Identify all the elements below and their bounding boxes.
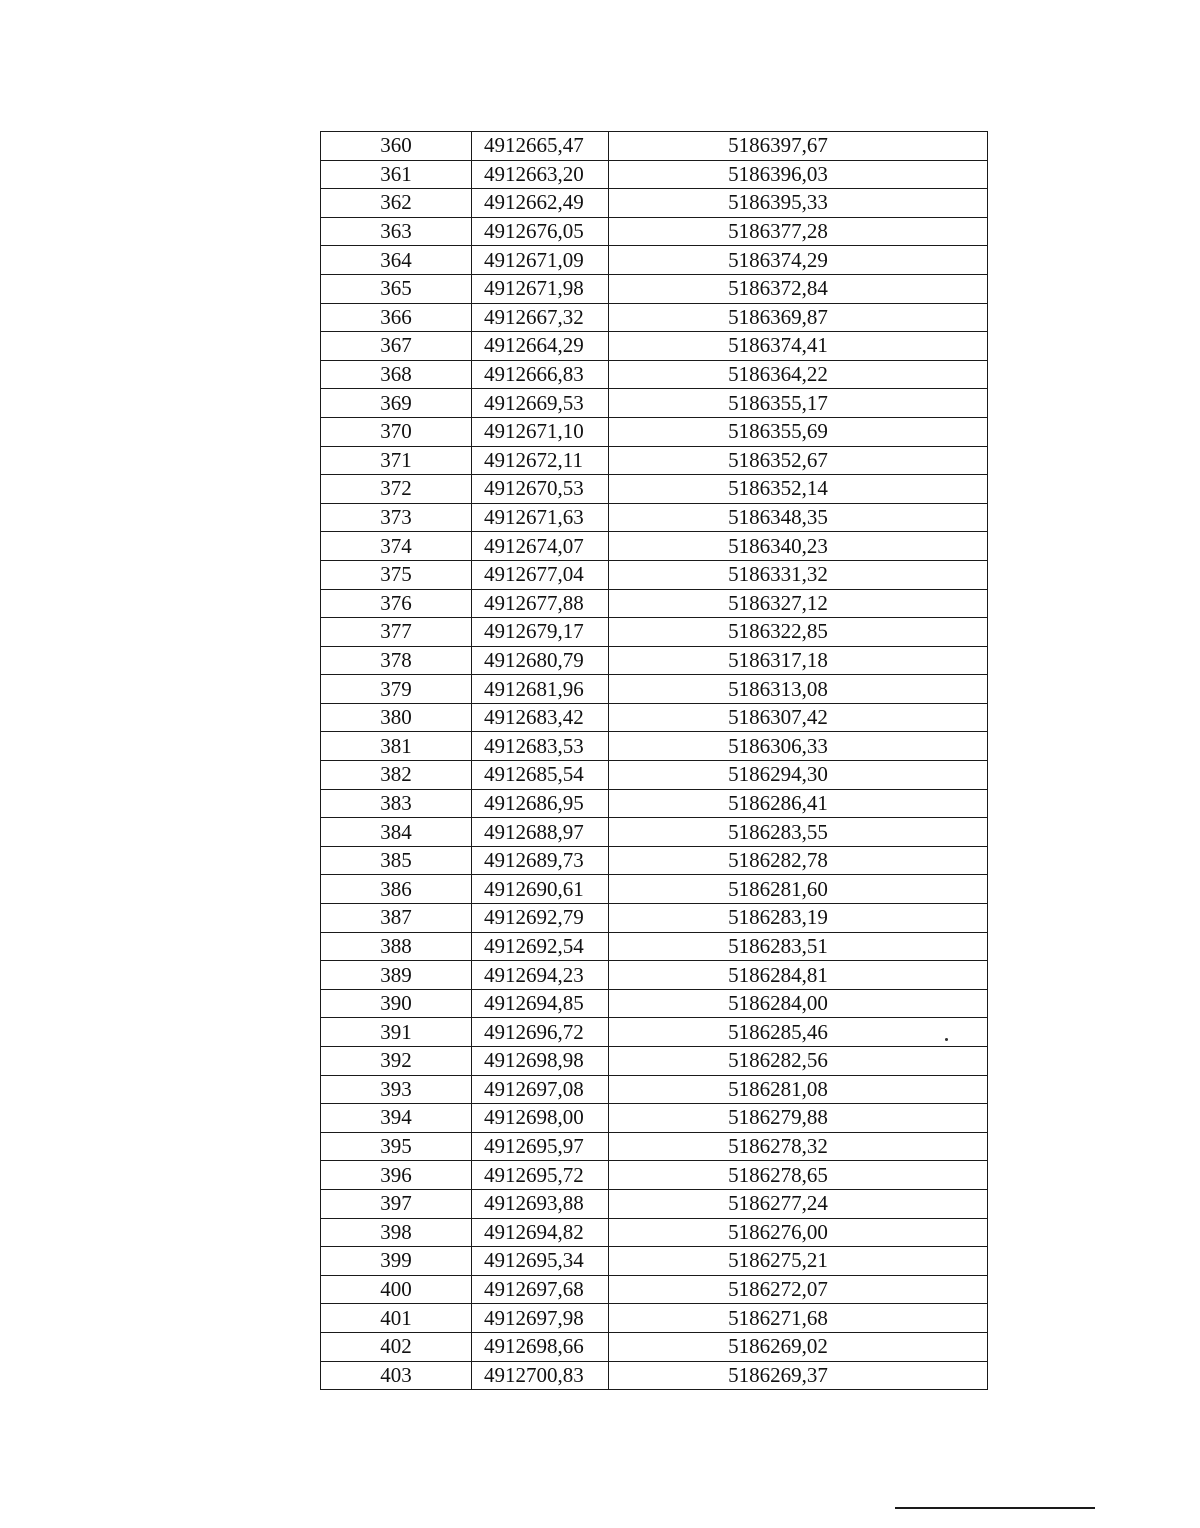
y-coordinate-cell <box>609 503 988 532</box>
y-coordinate-value: 5186377,28 <box>728 219 828 244</box>
table-row <box>321 274 988 303</box>
x-coordinate-cell: 4912669,53 <box>472 389 609 418</box>
y-coordinate-value: 5186286,41 <box>728 790 828 815</box>
table-row <box>321 846 988 875</box>
table-row <box>321 389 988 418</box>
y-coordinate-value: 5186372,84 <box>728 276 828 301</box>
y-coordinate-cell <box>609 560 988 589</box>
point-number-cell: 379 <box>321 675 472 704</box>
point-number-cell: 373 <box>321 503 472 532</box>
table-row <box>321 589 988 618</box>
y-coordinate-value: 5186276,00 <box>728 1219 828 1244</box>
x-coordinate-cell: 4912692,79 <box>472 904 609 933</box>
y-coordinate-cell <box>609 989 988 1018</box>
x-coordinate-cell: 4912694,85 <box>472 989 609 1018</box>
x-coordinate-cell: 4912697,08 <box>472 1075 609 1104</box>
y-coordinate-value: 5186374,29 <box>728 247 828 272</box>
point-number-cell: 388 <box>321 932 472 961</box>
y-coordinate-cell <box>609 446 988 475</box>
x-coordinate-cell: 4912685,54 <box>472 761 609 790</box>
y-coordinate-cell <box>609 1247 988 1276</box>
y-coordinate-cell <box>609 1047 988 1076</box>
table-row <box>321 132 988 161</box>
x-coordinate-cell: 4912666,83 <box>472 360 609 389</box>
table-row <box>321 732 988 761</box>
coordinates-table <box>320 131 988 1390</box>
x-coordinate-cell: 4912697,68 <box>472 1275 609 1304</box>
x-coordinate-cell: 4912697,98 <box>472 1304 609 1333</box>
point-number-cell: 386 <box>321 875 472 904</box>
table-row <box>321 532 988 561</box>
x-coordinate-cell: 4912671,09 <box>472 246 609 275</box>
y-coordinate-value: 5186269,37 <box>728 1362 828 1387</box>
y-coordinate-cell <box>609 475 988 504</box>
y-coordinate-value: 5186317,18 <box>728 647 828 672</box>
x-coordinate-cell: 4912662,49 <box>472 189 609 218</box>
x-coordinate-cell: 4912664,29 <box>472 332 609 361</box>
point-number-cell: 396 <box>321 1161 472 1190</box>
table-row <box>321 1132 988 1161</box>
x-coordinate-cell: 4912690,61 <box>472 875 609 904</box>
y-coordinate-cell <box>609 961 988 990</box>
y-coordinate-value: 5186369,87 <box>728 304 828 329</box>
y-coordinate-cell <box>609 589 988 618</box>
table-row <box>321 160 988 189</box>
scan-speck <box>945 1038 948 1041</box>
y-coordinate-value: 5186281,60 <box>728 876 828 901</box>
y-coordinate-value: 5186281,08 <box>728 1076 828 1101</box>
y-coordinate-value: 5186283,55 <box>728 819 828 844</box>
point-number-cell: 394 <box>321 1104 472 1133</box>
y-coordinate-value: 5186313,08 <box>728 676 828 701</box>
y-coordinate-cell <box>609 1361 988 1390</box>
x-coordinate-cell: 4912677,88 <box>472 589 609 618</box>
point-number-cell: 378 <box>321 646 472 675</box>
y-coordinate-value: 5186284,00 <box>728 991 828 1016</box>
table-row <box>321 217 988 246</box>
y-coordinate-value: 5186331,32 <box>728 562 828 587</box>
y-coordinate-value: 5186275,21 <box>728 1248 828 1273</box>
table-row <box>321 789 988 818</box>
y-coordinate-value: 5186269,02 <box>728 1334 828 1359</box>
y-coordinate-value: 5186294,30 <box>728 762 828 787</box>
x-coordinate-cell: 4912671,10 <box>472 417 609 446</box>
y-coordinate-value: 5186340,23 <box>728 533 828 558</box>
x-coordinate-cell: 4912672,11 <box>472 446 609 475</box>
point-number-cell: 372 <box>321 475 472 504</box>
x-coordinate-cell: 4912683,42 <box>472 703 609 732</box>
point-number-cell: 402 <box>321 1332 472 1361</box>
table-row <box>321 1218 988 1247</box>
point-number-cell: 376 <box>321 589 472 618</box>
x-coordinate-cell: 4912695,97 <box>472 1132 609 1161</box>
y-coordinate-value: 5186364,22 <box>728 362 828 387</box>
y-coordinate-cell <box>609 189 988 218</box>
point-number-cell: 367 <box>321 332 472 361</box>
y-coordinate-cell <box>609 1132 988 1161</box>
point-number-cell: 370 <box>321 417 472 446</box>
point-number-cell: 371 <box>321 446 472 475</box>
y-coordinate-value: 5186283,19 <box>728 905 828 930</box>
point-number-cell: 385 <box>321 846 472 875</box>
x-coordinate-cell: 4912674,07 <box>472 532 609 561</box>
point-number-cell: 375 <box>321 560 472 589</box>
table-row <box>321 560 988 589</box>
point-number-cell: 362 <box>321 189 472 218</box>
y-coordinate-cell <box>609 618 988 647</box>
y-coordinate-cell <box>609 1275 988 1304</box>
y-coordinate-value: 5186307,42 <box>728 705 828 730</box>
table-row <box>321 1047 988 1076</box>
table-row <box>321 417 988 446</box>
y-coordinate-cell <box>609 417 988 446</box>
y-coordinate-cell <box>609 1304 988 1333</box>
x-coordinate-cell: 4912698,00 <box>472 1104 609 1133</box>
table-row <box>321 646 988 675</box>
x-coordinate-cell: 4912676,05 <box>472 217 609 246</box>
x-coordinate-cell: 4912670,53 <box>472 475 609 504</box>
y-coordinate-cell <box>609 1075 988 1104</box>
point-number-cell: 398 <box>321 1218 472 1247</box>
y-coordinate-cell <box>609 360 988 389</box>
y-coordinate-cell <box>609 1161 988 1190</box>
point-number-cell: 365 <box>321 274 472 303</box>
point-number-cell: 393 <box>321 1075 472 1104</box>
y-coordinate-value: 5186277,24 <box>728 1191 828 1216</box>
x-coordinate-cell: 4912698,66 <box>472 1332 609 1361</box>
x-coordinate-cell: 4912683,53 <box>472 732 609 761</box>
x-coordinate-cell: 4912696,72 <box>472 1018 609 1047</box>
point-number-cell: 364 <box>321 246 472 275</box>
table-row <box>321 475 988 504</box>
point-number-cell: 363 <box>321 217 472 246</box>
point-number-cell: 401 <box>321 1304 472 1333</box>
x-coordinate-cell: 4912688,97 <box>472 818 609 847</box>
y-coordinate-cell <box>609 646 988 675</box>
x-coordinate-cell: 4912665,47 <box>472 132 609 161</box>
table-row <box>321 1275 988 1304</box>
y-coordinate-cell <box>609 246 988 275</box>
x-coordinate-cell: 4912671,98 <box>472 274 609 303</box>
y-coordinate-cell <box>609 703 988 732</box>
point-number-cell: 403 <box>321 1361 472 1390</box>
point-number-cell: 384 <box>321 818 472 847</box>
y-coordinate-value: 5186395,33 <box>728 190 828 215</box>
footer-rule <box>895 1507 1095 1509</box>
point-number-cell: 360 <box>321 132 472 161</box>
y-coordinate-value: 5186278,32 <box>728 1134 828 1159</box>
point-number-cell: 361 <box>321 160 472 189</box>
point-number-cell: 397 <box>321 1189 472 1218</box>
table-row <box>321 332 988 361</box>
table-row <box>321 1304 988 1333</box>
table-row <box>321 989 988 1018</box>
table-row <box>321 1332 988 1361</box>
point-number-cell: 381 <box>321 732 472 761</box>
x-coordinate-cell: 4912695,72 <box>472 1161 609 1190</box>
table-row <box>321 761 988 790</box>
table-row <box>321 303 988 332</box>
y-coordinate-value: 5186396,03 <box>728 161 828 186</box>
x-coordinate-cell: 4912693,88 <box>472 1189 609 1218</box>
table-row <box>321 446 988 475</box>
point-number-cell: 374 <box>321 532 472 561</box>
coordinates-table-body <box>321 132 988 1390</box>
table-row <box>321 1075 988 1104</box>
point-number-cell: 366 <box>321 303 472 332</box>
y-coordinate-cell <box>609 217 988 246</box>
x-coordinate-cell: 4912694,82 <box>472 1218 609 1247</box>
table-row <box>321 675 988 704</box>
y-coordinate-cell <box>609 389 988 418</box>
table-row <box>321 1104 988 1133</box>
x-coordinate-cell: 4912700,83 <box>472 1361 609 1390</box>
y-coordinate-cell <box>609 160 988 189</box>
x-coordinate-cell: 4912681,96 <box>472 675 609 704</box>
point-number-cell: 383 <box>321 789 472 818</box>
table-row <box>321 246 988 275</box>
y-coordinate-cell <box>609 332 988 361</box>
y-coordinate-value: 5186352,67 <box>728 447 828 472</box>
table-row <box>321 904 988 933</box>
y-coordinate-cell <box>609 1332 988 1361</box>
point-number-cell: 390 <box>321 989 472 1018</box>
table-row <box>321 1161 988 1190</box>
y-coordinate-cell <box>609 303 988 332</box>
y-coordinate-value: 5186283,51 <box>728 933 828 958</box>
point-number-cell: 377 <box>321 618 472 647</box>
point-number-cell: 387 <box>321 904 472 933</box>
y-coordinate-value: 5186271,68 <box>728 1305 828 1330</box>
x-coordinate-cell: 4912698,98 <box>472 1047 609 1076</box>
y-coordinate-value: 5186327,12 <box>728 590 828 615</box>
y-coordinate-value: 5186397,67 <box>728 133 828 158</box>
point-number-cell: 369 <box>321 389 472 418</box>
x-coordinate-cell: 4912667,32 <box>472 303 609 332</box>
table-row <box>321 1189 988 1218</box>
y-coordinate-value: 5186352,14 <box>728 476 828 501</box>
x-coordinate-cell: 4912686,95 <box>472 789 609 818</box>
table-row <box>321 189 988 218</box>
x-coordinate-cell: 4912671,63 <box>472 503 609 532</box>
table-row <box>321 875 988 904</box>
y-coordinate-value: 5186355,69 <box>728 419 828 444</box>
table-row <box>321 818 988 847</box>
y-coordinate-cell <box>609 132 988 161</box>
y-coordinate-cell <box>609 846 988 875</box>
y-coordinate-value: 5186282,56 <box>728 1048 828 1073</box>
y-coordinate-value: 5186279,88 <box>728 1105 828 1130</box>
table-row <box>321 618 988 647</box>
point-number-cell: 392 <box>321 1047 472 1076</box>
y-coordinate-value: 5186278,65 <box>728 1162 828 1187</box>
point-number-cell: 382 <box>321 761 472 790</box>
x-coordinate-cell: 4912677,04 <box>472 560 609 589</box>
y-coordinate-value: 5186284,81 <box>728 962 828 987</box>
y-coordinate-cell <box>609 732 988 761</box>
x-coordinate-cell: 4912663,20 <box>472 160 609 189</box>
x-coordinate-cell: 4912692,54 <box>472 932 609 961</box>
y-coordinate-value: 5186355,17 <box>728 390 828 415</box>
table-row <box>321 932 988 961</box>
y-coordinate-cell <box>609 932 988 961</box>
x-coordinate-cell: 4912695,34 <box>472 1247 609 1276</box>
x-coordinate-cell: 4912679,17 <box>472 618 609 647</box>
y-coordinate-cell <box>609 274 988 303</box>
y-coordinate-cell <box>609 761 988 790</box>
y-coordinate-value: 5186306,33 <box>728 733 828 758</box>
point-number-cell: 395 <box>321 1132 472 1161</box>
x-coordinate-cell: 4912680,79 <box>472 646 609 675</box>
point-number-cell: 391 <box>321 1018 472 1047</box>
table-row <box>321 961 988 990</box>
y-coordinate-cell <box>609 1018 988 1047</box>
table-row <box>321 703 988 732</box>
table-row <box>321 1018 988 1047</box>
point-number-cell: 400 <box>321 1275 472 1304</box>
y-coordinate-cell <box>609 532 988 561</box>
y-coordinate-value: 5186282,78 <box>728 848 828 873</box>
x-coordinate-cell: 4912694,23 <box>472 961 609 990</box>
y-coordinate-value: 5186374,41 <box>728 333 828 358</box>
y-coordinate-value: 5186322,85 <box>728 619 828 644</box>
point-number-cell: 380 <box>321 703 472 732</box>
x-coordinate-cell: 4912689,73 <box>472 846 609 875</box>
point-number-cell: 368 <box>321 360 472 389</box>
table-row <box>321 1247 988 1276</box>
y-coordinate-cell <box>609 1218 988 1247</box>
y-coordinate-cell <box>609 875 988 904</box>
y-coordinate-cell <box>609 1189 988 1218</box>
y-coordinate-cell <box>609 1104 988 1133</box>
y-coordinate-cell <box>609 675 988 704</box>
table-row <box>321 1361 988 1390</box>
y-coordinate-value: 5186285,46 <box>728 1019 828 1044</box>
y-coordinate-cell <box>609 904 988 933</box>
y-coordinate-cell <box>609 789 988 818</box>
point-number-cell: 389 <box>321 961 472 990</box>
y-coordinate-value: 5186272,07 <box>728 1277 828 1302</box>
table-row <box>321 503 988 532</box>
y-coordinate-value: 5186348,35 <box>728 505 828 530</box>
point-number-cell: 399 <box>321 1247 472 1276</box>
y-coordinate-cell <box>609 818 988 847</box>
table-row <box>321 360 988 389</box>
